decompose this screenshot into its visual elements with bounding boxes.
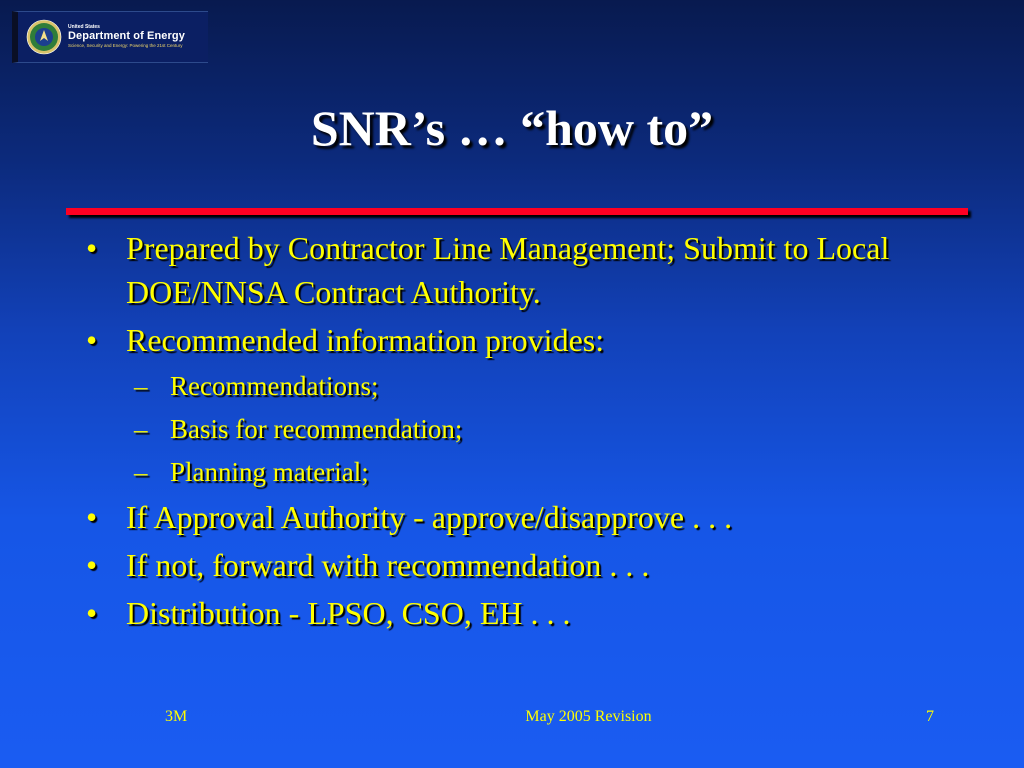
bullet-mark: • xyxy=(86,230,98,266)
sub-bullet-text: Basis for recommendation; xyxy=(170,414,463,444)
sub-bullet-item xyxy=(86,450,966,494)
bullet-mark: • xyxy=(86,322,98,358)
logo-tagline: Science, Security and Energy: Powering the 21st Century xyxy=(68,43,183,49)
bullet-mark: • xyxy=(86,595,98,631)
bullet-text: If not, forward with recommendation . . . xyxy=(126,547,650,583)
sub-bullet-item xyxy=(86,407,966,451)
title-divider xyxy=(66,208,968,215)
bullet-text: Distribution - LPSO, CSO, EH . . . xyxy=(126,595,571,631)
bullet-mark: • xyxy=(86,547,98,583)
bullet-text: Prepared by Contractor Line Management; Submit to Local DOE/NNSA Contract Authority. xyxy=(126,230,890,310)
sub-bullet-mark: – xyxy=(134,414,148,444)
bullet-item xyxy=(86,495,966,539)
bullet-item xyxy=(86,318,966,362)
sub-bullet-text: Planning material; xyxy=(170,457,369,487)
logo-agency: Department of Energy xyxy=(68,30,185,43)
bullet-text: If Approval Authority - approve/disapprove . . . xyxy=(126,499,733,535)
bullet-item xyxy=(86,226,966,314)
sub-bullet-text: Recommendations; xyxy=(170,371,379,401)
bullet-text: Recommended information provides: xyxy=(126,322,605,358)
bullet-list xyxy=(86,226,966,639)
logo-text xyxy=(68,25,185,49)
slide-title: SNR’s … “how to” xyxy=(310,100,714,156)
bullet-item xyxy=(86,591,966,635)
logo-country: United States xyxy=(68,24,100,31)
bullet-mark: • xyxy=(86,499,98,535)
sub-bullet-item xyxy=(86,364,966,408)
bullet-item xyxy=(86,543,966,587)
doe-logo xyxy=(12,11,208,63)
doe-seal-icon xyxy=(26,19,62,55)
page-number: 7 xyxy=(926,708,934,725)
sub-bullet-mark: – xyxy=(134,371,148,401)
footer-center-text: May 2005 Revision xyxy=(525,708,652,725)
sub-bullet-mark: – xyxy=(134,457,148,487)
footer-left-text: 3M xyxy=(165,708,188,725)
